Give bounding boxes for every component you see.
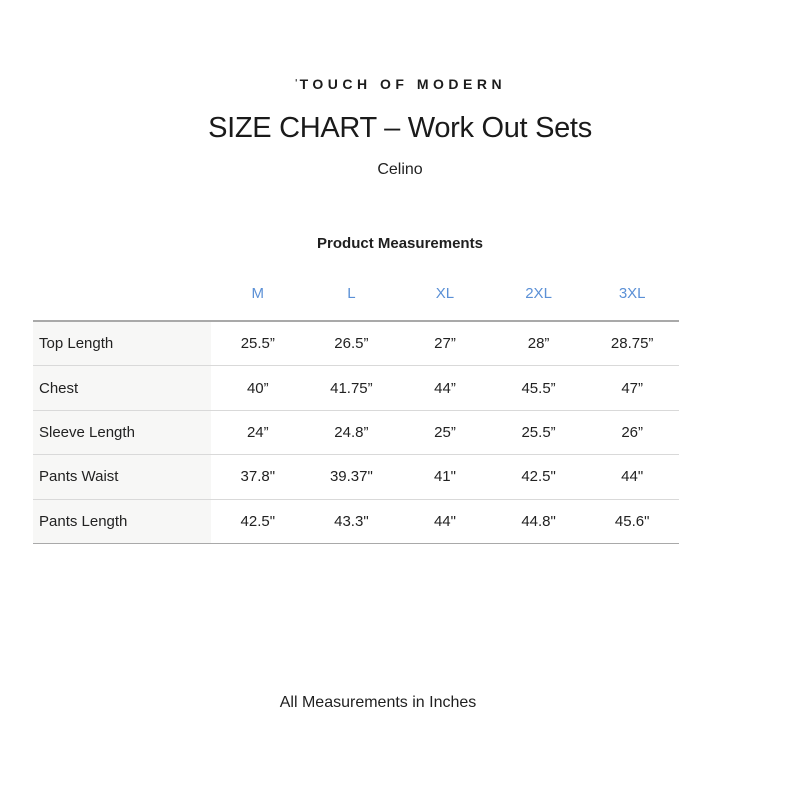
logo-text: TOUCH OF MODERN <box>299 76 507 92</box>
cell-value: 26” <box>621 423 644 441</box>
cell-value: 25.5” <box>240 335 275 353</box>
cell-value: 28” <box>527 335 550 353</box>
cell-value: 25” <box>434 423 456 441</box>
size-header-row <box>211 285 679 302</box>
size-header-xl: XL <box>435 285 455 302</box>
measurements-table <box>33 320 679 544</box>
cell-value: 44.8" <box>521 512 556 530</box>
cell-value: 37.8" <box>240 468 276 486</box>
size-header-3xl: 3XL <box>618 285 646 302</box>
row-label: Top Length <box>33 322 211 365</box>
cell-value: 44" <box>621 468 644 486</box>
page-title: SIZE CHART – Work Out Sets <box>208 112 592 144</box>
cell-value: 40” <box>246 379 269 397</box>
cell-value: 44" <box>433 512 456 530</box>
logo-tick-mark: ˈ <box>293 76 299 92</box>
table-row-sleeve-length <box>33 411 679 455</box>
brand-name: Celino <box>377 161 423 178</box>
footer-note: All Measurements in Inches <box>279 694 477 711</box>
row-label: Pants Length <box>33 500 211 543</box>
table-row-pants-length <box>33 500 679 543</box>
cell-value: 41.75” <box>330 379 373 397</box>
cell-value: 42.5" <box>240 512 276 530</box>
cell-value: 25.5” <box>521 423 556 441</box>
size-header-2xl: 2XL <box>525 285 552 302</box>
table-row-pants-waist <box>33 455 679 499</box>
table-row-top-length <box>33 322 679 366</box>
touch-of-modern-logo <box>0 76 800 92</box>
cell-value: 24” <box>246 423 269 441</box>
row-label: Pants Waist <box>33 455 211 498</box>
cell-value: 27” <box>434 335 456 353</box>
table-row-chest <box>33 366 679 410</box>
size-header-m: M <box>251 285 265 302</box>
section-title: Product Measurements <box>317 235 483 252</box>
cell-value: 26.5” <box>334 335 369 353</box>
cell-value: 44” <box>434 379 456 397</box>
row-label: Sleeve Length <box>33 411 211 454</box>
cell-value: 24.8” <box>334 423 369 441</box>
size-header-l: L <box>347 285 356 302</box>
cell-value: 45.5” <box>521 379 556 397</box>
cell-value: 41" <box>433 468 456 486</box>
cell-value: 39.37" <box>329 468 373 486</box>
cell-value: 28.75” <box>610 335 654 353</box>
row-label: Chest <box>33 366 211 409</box>
cell-value: 43.3" <box>334 512 369 530</box>
cell-value: 42.5" <box>521 468 556 486</box>
cell-value: 47” <box>621 379 644 397</box>
cell-value: 45.6" <box>614 512 650 530</box>
